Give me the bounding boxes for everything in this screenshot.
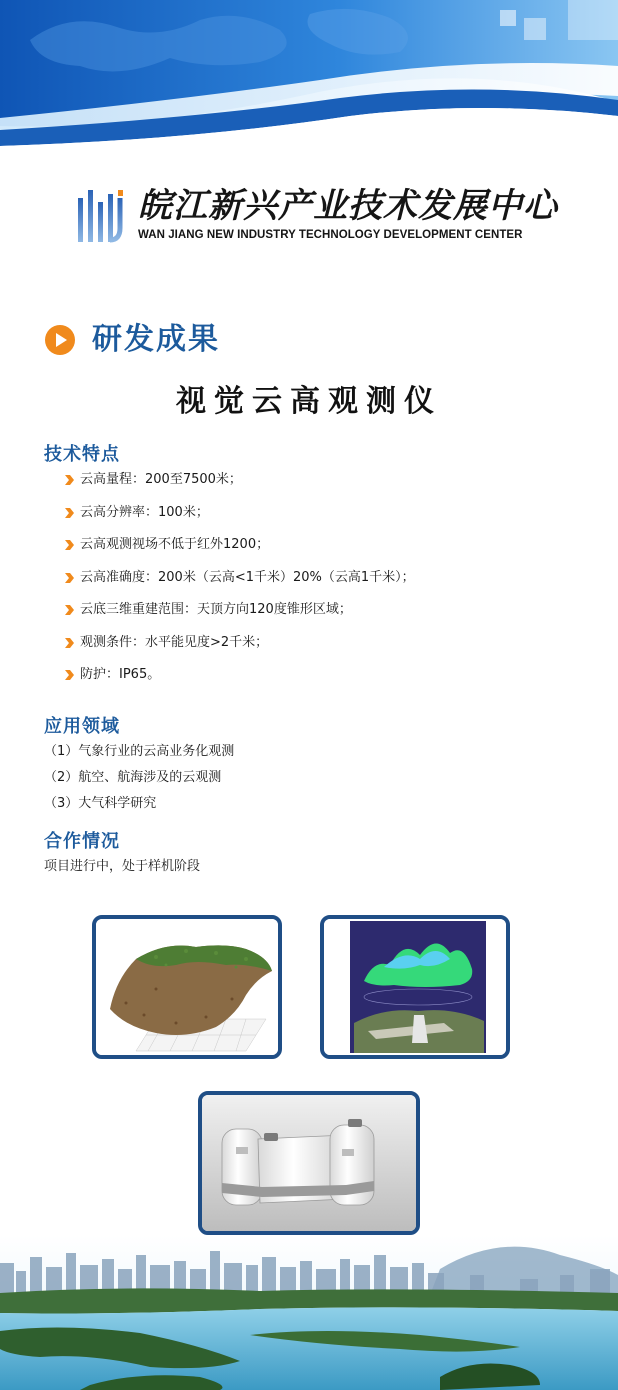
list-item: （3）大气科学研究 [44, 796, 157, 811]
cloud-reconstruction-image [320, 915, 510, 1059]
chevron-right-icon [64, 669, 75, 681]
feature-text: 观测条件：水平能见度>2千米； [80, 634, 269, 650]
feature-text: 防护：IP65。 [80, 667, 161, 682]
city-skyline-banner [0, 1235, 618, 1390]
list-item [64, 471, 415, 504]
list-item: （1）气象行业的云高业务化观测 [44, 744, 235, 759]
chevron-right-icon [64, 637, 75, 649]
logo-mark-icon [76, 188, 130, 244]
list-item [64, 666, 415, 699]
feature-text: 云高准确度：200米（云高<1千米）20%（云高1千米）； [80, 569, 415, 585]
applications-list [44, 743, 234, 821]
top-banner [0, 0, 618, 150]
section-title: 研发成果 [92, 322, 220, 357]
applications-heading: 应用领域 [44, 716, 120, 737]
feature-text: 云高分辨率：100米； [80, 504, 209, 520]
chevron-right-icon [64, 572, 75, 584]
list-item [64, 536, 415, 569]
product-title: 视觉云高观测仪 [176, 384, 442, 419]
list-item [64, 634, 415, 667]
list-item [64, 601, 415, 634]
org-name-cn: 皖江新兴产业技术发展中心 [138, 186, 558, 226]
org-logo [76, 186, 558, 250]
feature-text: 云高观测视场不低于红外1200； [80, 537, 270, 552]
point-cloud-image [92, 915, 282, 1059]
cooperation-heading: 合作情况 [44, 831, 120, 852]
list-item [64, 504, 415, 537]
list-item [64, 569, 415, 602]
play-circle-icon [44, 324, 76, 356]
feature-text: 云高量程：200至7500米； [80, 472, 242, 487]
list-item: （2）航空、航海涉及的云观测 [44, 770, 222, 785]
feature-text: 云底三维重建范围：天顶方向120度锥形区域； [80, 602, 352, 617]
features-list [64, 471, 415, 699]
chevron-right-icon [64, 507, 75, 519]
chevron-right-icon [64, 604, 75, 616]
chevron-right-icon [64, 474, 75, 486]
chevron-right-icon [64, 539, 75, 551]
org-name-en: WAN JIANG NEW INDUSTRY TECHNOLOGY DEVELOPMENT CENTER [138, 229, 523, 241]
cooperation-text: 项目进行中，处于样机阶段 [44, 859, 201, 874]
device-photo [198, 1091, 420, 1235]
features-heading: 技术特点 [44, 444, 120, 465]
